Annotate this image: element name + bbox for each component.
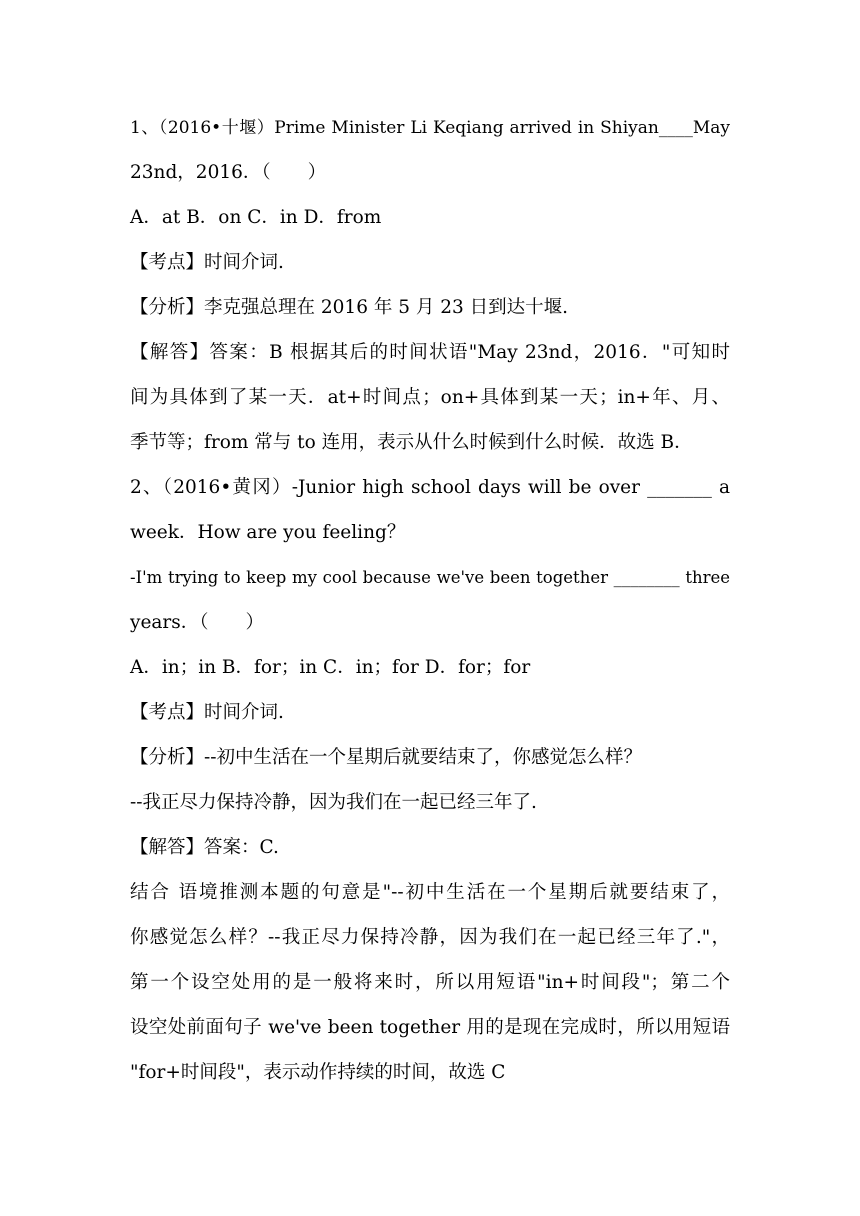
question-1-solution-line-2: 间为具体到了某一天．at+时间点；on+具体到某一天；in+年、月、: [130, 387, 730, 408]
question-1-stem-continued: 23nd，2016．（ ）: [130, 162, 327, 183]
question-2-explanation-line-4: 设空处前面句子 we've been together 用的是现在完成时，所以用短语: [130, 1017, 730, 1038]
question-2-explanation-line-3: 第一个设空处用的是一般将来时，所以用短语"in+时间段"；第二个: [130, 972, 730, 993]
question-1-solution-line-3: 季节等；from 常与 to 连用，表示从什么时候到什么时候．故选 B．: [130, 432, 693, 453]
question-2-solution: 【解答】答案：C.: [130, 837, 279, 858]
question-2-options: A．in；in B．for；in C．in；for D．for；for: [130, 657, 531, 678]
question-1-key-point: 【考点】时间介词.: [130, 252, 284, 273]
question-2-explanation: 结合 语境推测本题的句意是"--初中生活在一个星期后就要结束了，: [130, 882, 730, 903]
question-2-dialogue: -I'm trying to keep my cool because we've been together ________ three: [130, 568, 730, 587]
question-1-stem: 1、（2016•十堰）Prime Minister Li Keqiang arrived in Shiyan____May: [130, 118, 730, 138]
question-1-options: A．at B．on C．in D．from: [130, 207, 382, 228]
question-2-key-point: 【考点】时间介词.: [130, 702, 284, 723]
question-2-analysis: 【分析】--初中生活在一个星期后就要结束了，你感觉怎么样？: [130, 747, 643, 768]
question-2-dialogue-continued: years．（ ）: [130, 612, 265, 633]
question-2-stem: 2、（2016•黄冈）-Junior high school days will be over _______ a: [130, 477, 730, 498]
question-1-analysis: 【分析】李克强总理在 2016 年 5 月 23 日到达十堰.: [130, 297, 569, 318]
question-2-analysis-line-2: --我正尽力保持冷静，因为我们在一起已经三年了.: [130, 792, 537, 813]
question-1-solution: 【解答】答案：B 根据其后的时间状语"May 23nd，2016．"可知时: [130, 342, 730, 363]
question-2-stem-continued: week．How are you feeling？: [130, 522, 406, 543]
question-2-explanation-line-5: "for+时间段"，表示动作持续的时间，故选 C: [130, 1062, 506, 1083]
question-2-explanation-line-2: 你感觉怎么样？--我正尽力保持冷静，因为我们在一起已经三年了."，: [130, 927, 730, 948]
